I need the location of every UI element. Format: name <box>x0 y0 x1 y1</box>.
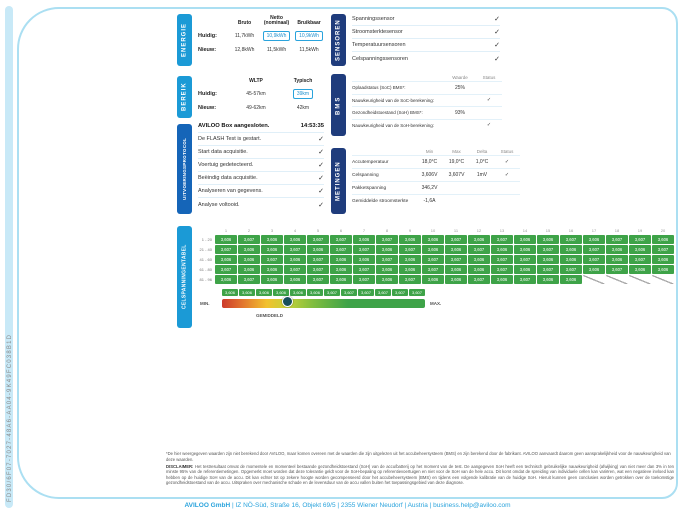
column-number: 13 <box>499 228 505 233</box>
value-cell <box>294 43 324 57</box>
disclaimer-text: Het testresultaat omvat de momentele en momenteel bestaande gezondheidstoestand (SoH) van de accu/batterij op het moment van de test. De aangegeven SoH heeft een technisch gebruikelijke nauwkeurigheid (afwijking) van niet meer dan 3% in ten minste 95% van de referentiemetingen. Opgemerkt moet worden dat deze tolerantie geldt voor de SoH-bepaling op referentievoertuigen en niet voor de SoH van de hele accu. Dit komt omdat de spreiding van individuele cellen kan variëren, wat een negatieve invloed kan hebben op de huidige SoH van de accu. Dit kan echter tot op zekere hoogte worden gecompenseerd door het accubeheersysteem (BMS) en tijdens een volgende kalibratie van de huidige SoH. Hieruit kunnen geen conclusies worden getrokken over de toekomstige gezondheidstoestand van de accu. Uitspraken over mechanische schade en de levensduur van de accu vallen buiten het toepassingsgebied van deze diagnose. <box>166 464 674 486</box>
sensor-name: Stroomsterktesensor <box>352 29 403 35</box>
section-label-bms: BMS <box>331 74 346 136</box>
check-icon: ✓ <box>318 149 324 156</box>
value-cell <box>259 29 294 43</box>
cell-voltage: 3,606 <box>652 265 674 274</box>
cell-voltage: 3,607 <box>307 265 329 274</box>
column-number: 14 <box>522 228 528 233</box>
cell-voltage: 3,607 <box>307 235 329 244</box>
cell-voltage: 3,607 <box>330 235 352 244</box>
check-icon: ✓ <box>494 29 500 36</box>
cell-voltage: 3,606 <box>353 255 375 264</box>
value: 12,8kWh <box>234 47 255 53</box>
cell-voltage: 3,606 <box>422 235 444 244</box>
scale-value: 3,606 <box>256 289 272 296</box>
cell-voltage: 3,606 <box>514 235 536 244</box>
bereik-table <box>198 75 324 115</box>
sensor-row <box>352 13 500 26</box>
legend-max-label: MAX. <box>430 301 442 306</box>
column-number: 10 <box>430 228 436 233</box>
sensor-name: Temperatuursensoren <box>352 42 406 48</box>
value-highlighted: 39km <box>293 89 313 99</box>
document-id: FD30/6F07-7027-48A6-AA04-9K49FC038B1D <box>7 333 13 502</box>
cell-voltage: 3,607 <box>422 265 444 274</box>
legend-scale-row <box>222 289 425 296</box>
value-cell <box>259 43 294 57</box>
cell-empty <box>583 275 605 284</box>
metingen-value: 19,0°C <box>443 155 470 168</box>
row-range-label: 61 - 80 <box>199 267 212 272</box>
cell-voltage: 3,606 <box>583 235 605 244</box>
metingen-value: 3,607V <box>443 168 470 181</box>
metingen-value: 346,2V <box>416 181 443 194</box>
cell-voltage: 3,607 <box>468 275 490 284</box>
cell-voltage: 3,607 <box>652 245 674 254</box>
cell-voltage: 3,606 <box>491 275 513 284</box>
bms-value <box>444 94 476 107</box>
cell-voltage: 3,607 <box>215 245 237 254</box>
legend-average-label: GEMIDDELD <box>256 313 283 318</box>
row-label: Nieuw: <box>198 105 217 111</box>
cell-voltage: 3,607 <box>330 245 352 254</box>
cell-voltage: 3,606 <box>629 265 651 274</box>
cell-voltage: 3,606 <box>330 265 352 274</box>
check-icon: ✓ <box>494 168 520 181</box>
cell-voltage: 3,606 <box>399 265 421 274</box>
column-header: Netto (nominaal) <box>263 14 290 27</box>
cell-voltage: 3,606 <box>215 255 237 264</box>
section-label-celspanningentabel: CELSPANNINGENTABEL <box>177 226 192 328</box>
cell-voltage: 3,607 <box>284 245 306 254</box>
cell-voltage: 3,606 <box>560 275 582 284</box>
column-header: Status <box>482 74 496 80</box>
cell-voltage: 3,606 <box>238 265 260 274</box>
metingen-value <box>494 194 520 207</box>
scale-value: 3,606 <box>290 289 306 296</box>
protocol-row <box>198 133 324 146</box>
cell-voltage: 3,606 <box>606 255 628 264</box>
sensor-name: Spanningssensor <box>352 16 395 22</box>
scale-value: 3,607 <box>392 289 408 296</box>
value-cell <box>230 87 282 101</box>
cell-empty <box>606 275 628 284</box>
check-icon: ✓ <box>318 201 324 209</box>
check-icon: ✓ <box>494 16 500 23</box>
scale-value: 3,607 <box>375 289 391 296</box>
scale-value: 3,606 <box>222 289 238 296</box>
value-cell <box>282 87 324 101</box>
cell-voltage: 3,607 <box>491 255 513 264</box>
cell-voltage: 3,607 <box>353 245 375 254</box>
col-spacer <box>352 73 444 81</box>
column-number: 7 <box>362 228 366 233</box>
cell-voltage: 3,607 <box>399 245 421 254</box>
row-label: Huidig: <box>198 91 217 97</box>
cell-voltage: 3,607 <box>376 255 398 264</box>
cell-voltage: 3,607 <box>491 265 513 274</box>
metingen-value: 1mV <box>470 168 494 181</box>
check-icon: ✓ <box>318 175 324 182</box>
value: 11,7kWh <box>234 33 255 39</box>
footnote: *De hier weergegeven waarden zijn niet berekend door AVILOO, maar komen overeen met de waarden die zijn uitgelezen uit het accubeheersysteem (BMS) en zijn berekend door de fabrikant. AVILOO aanvaardt daarom geen aansprakelijkheid voor de nauwkeurigheid van deze waarden. <box>166 451 671 462</box>
average-marker-icon <box>282 296 293 307</box>
check-icon: ✓ <box>318 136 324 143</box>
check-icon: ✓ <box>494 155 520 168</box>
sensor-row <box>352 52 500 65</box>
check-icon: ✓ <box>476 119 502 132</box>
value-cell <box>230 29 259 43</box>
col-spacer <box>352 147 416 155</box>
cell-voltage: 3,606 <box>537 255 559 264</box>
cell-voltage: 3,606 <box>284 235 306 244</box>
protocol-step: De FLASH Test is gestart. <box>198 136 262 142</box>
sensor-row <box>352 39 500 52</box>
metingen-row-label: Pakketspanning <box>352 181 416 194</box>
scale-value: 3,606 <box>273 289 289 296</box>
cell-voltage: 3,606 <box>215 235 237 244</box>
bms-value <box>444 119 476 132</box>
check-icon: ✓ <box>318 162 324 169</box>
cell-voltage: 3,606 <box>468 265 490 274</box>
value: 11,5kWh <box>266 47 287 53</box>
column-number: 19 <box>637 228 643 233</box>
cell-voltage: 3,606 <box>652 235 674 244</box>
column-header: Bruto <box>237 20 252 27</box>
column-header: Max <box>452 148 461 154</box>
cell-empty <box>629 275 651 284</box>
bms-status-empty <box>476 81 502 94</box>
metingen-value: -1,6A <box>416 194 443 207</box>
value-cell <box>230 101 282 115</box>
cell-voltage: 3,606 <box>353 235 375 244</box>
cell-voltage: 3,607 <box>284 265 306 274</box>
protocol-row <box>198 185 324 198</box>
value: 45-57km <box>246 91 266 97</box>
scale-value: 3,607 <box>324 289 340 296</box>
metingen-value <box>443 194 470 207</box>
column-number: 20 <box>660 228 666 233</box>
section-label-bereik: BEREIK <box>177 76 192 118</box>
cell-voltage: 3,606 <box>376 275 398 284</box>
value: 49-62km <box>246 105 266 111</box>
protocol-row <box>198 146 324 159</box>
cell-voltage: 3,606 <box>537 275 559 284</box>
column-number: 12 <box>476 228 482 233</box>
cell-voltage: 3,607 <box>537 265 559 274</box>
cell-voltage: 3,606 <box>422 275 444 284</box>
sensoren-list <box>352 13 500 65</box>
cell-voltage: 3,607 <box>560 265 582 274</box>
column-number: 18 <box>614 228 620 233</box>
column-number: 4 <box>293 228 297 233</box>
column-number: 16 <box>568 228 574 233</box>
cell-voltage: 3,606 <box>238 245 260 254</box>
protocol-step: AVILOO Box aangesloten. <box>198 123 270 129</box>
value-highlighted: 10,9kWh <box>295 31 323 41</box>
bms-status-empty <box>476 106 502 119</box>
metingen-value: 1,0°C <box>470 155 494 168</box>
column-header: Delta <box>476 148 488 154</box>
bms-value: 25% <box>444 81 476 94</box>
energie-table <box>198 13 324 57</box>
column-number: 15 <box>545 228 551 233</box>
sensor-name: Celspanningssensoren <box>352 55 408 62</box>
voltage-gradient-bar <box>222 299 425 308</box>
cell-voltage: 3,606 <box>261 245 283 254</box>
footer-company: AVILOO GmbH <box>184 502 231 509</box>
cell-voltage: 3,607 <box>537 245 559 254</box>
cell-voltage: 3,606 <box>652 255 674 264</box>
cell-voltage: 3,607 <box>629 255 651 264</box>
cell-voltage: 3,606 <box>468 255 490 264</box>
cell-voltage: 3,606 <box>284 275 306 284</box>
column-number: 11 <box>453 228 459 233</box>
scale-value: 3,607 <box>341 289 357 296</box>
bms-table <box>352 73 502 131</box>
metingen-table <box>352 147 520 207</box>
cell-voltage: 3,606 <box>468 235 490 244</box>
cell-voltage: 3,606 <box>399 255 421 264</box>
footer-info: | IZ NÖ-Süd, Straße 16, Objekt 69/5 | 2355 Wiener Neudorf | Austria | business.help@aviloo.com <box>230 502 511 509</box>
cell-voltage: 3,607 <box>606 235 628 244</box>
cell-voltage: 3,607 <box>422 255 444 264</box>
cell-voltage: 3,607 <box>468 245 490 254</box>
scale-value: 3,607 <box>358 289 374 296</box>
column-number: 1 <box>224 228 228 233</box>
cell-voltage: 3,606 <box>399 235 421 244</box>
protocol-step: Analyseren van gegevens. <box>198 188 263 194</box>
cell-voltage: 3,606 <box>261 235 283 244</box>
protocol-time: 14:53:35 <box>300 123 324 129</box>
row-range-label: 41 - 60 <box>199 257 212 262</box>
cell-voltage: 3,607 <box>353 275 375 284</box>
cell-voltage: 3,606 <box>445 275 467 284</box>
cell-voltage: 3,606 <box>261 265 283 274</box>
column-number: 2 <box>247 228 251 233</box>
metingen-value: 3,606V <box>416 168 443 181</box>
column-number: 6 <box>339 228 343 233</box>
cell-voltage: 3,607 <box>583 245 605 254</box>
cell-voltage: 3,607 <box>215 265 237 274</box>
cell-voltage: 3,606 <box>215 275 237 284</box>
section-label-sensoren: SENSOREN <box>331 14 346 66</box>
value-cell <box>294 29 324 43</box>
bms-row-label: Oplaadstatus (SoC) BMS*: <box>352 81 444 94</box>
column-header: Typisch <box>293 78 313 85</box>
cell-voltage: 3,606 <box>445 245 467 254</box>
row-range-label: 81 - 96 <box>199 277 212 282</box>
disclaimer <box>166 464 674 486</box>
cell-voltage: 3,606 <box>376 265 398 274</box>
bms-row-label: Nauwkeurigheid van de SoH-berekening: <box>352 119 444 132</box>
protocol-row <box>198 198 324 211</box>
metingen-row-label: Gemiddelde stroomsterkte <box>352 194 416 207</box>
cell-voltage: 3,606 <box>629 245 651 254</box>
cell-voltage: 3,606 <box>560 255 582 264</box>
value-cell <box>230 43 259 57</box>
protocol-row <box>198 159 324 172</box>
column-number: 5 <box>316 228 320 233</box>
cell-voltage: 3,607 <box>629 235 651 244</box>
cell-voltage: 3,606 <box>330 255 352 264</box>
scale-value: 3,606 <box>307 289 323 296</box>
protocol-step: Analyse voltooid. <box>198 201 240 208</box>
cell-voltage: 3,606 <box>606 245 628 254</box>
cell-voltage: 3,607 <box>238 275 260 284</box>
protocol-step: Beëindig data acquisitie. <box>198 175 258 181</box>
value: 11,5kWh <box>299 47 319 53</box>
cell-voltage-table <box>198 228 674 284</box>
row-range-label: 1 - 20 <box>201 237 212 242</box>
cell-voltage: 3,607 <box>376 235 398 244</box>
check-icon: ✓ <box>494 42 500 49</box>
metingen-value <box>470 194 494 207</box>
metingen-value <box>494 181 520 194</box>
cell-voltage: 3,606 <box>560 245 582 254</box>
column-number: 9 <box>408 228 412 233</box>
cell-voltage: 3,607 <box>491 235 513 244</box>
cell-voltage: 3,607 <box>560 235 582 244</box>
cell-voltage: 3,607 <box>261 255 283 264</box>
sensor-row <box>352 26 500 39</box>
cell-voltage: 3,607 <box>445 255 467 264</box>
protocol-step: Voertuig gedetecteerd. <box>198 162 254 168</box>
column-header: Bruikbaar <box>297 20 321 27</box>
column-number: 3 <box>270 228 274 233</box>
cell-voltage: 3,606 <box>422 245 444 254</box>
metingen-value <box>470 181 494 194</box>
row-label: Huidig: <box>198 33 217 39</box>
cell-voltage: 3,607 <box>606 265 628 274</box>
voltage-legend <box>198 289 676 331</box>
scale-value: 3,607 <box>409 289 425 296</box>
section-label-energie: ENERGIE <box>177 14 192 66</box>
metingen-value <box>443 181 470 194</box>
value: 42km <box>296 105 310 111</box>
scale-value: 3,606 <box>239 289 255 296</box>
check-icon: ✓ <box>494 55 500 63</box>
cell-voltage: 3,606 <box>583 265 605 274</box>
column-header: WLTP <box>249 78 263 85</box>
cell-voltage: 3,607 <box>307 275 329 284</box>
col-spacer <box>198 75 230 87</box>
cell-voltage: 3,606 <box>537 235 559 244</box>
row-range-label: 21 - 40 <box>199 247 212 252</box>
footer <box>17 502 678 509</box>
cell-voltage: 3,607 <box>238 235 260 244</box>
cell-voltage: 3,606 <box>514 245 536 254</box>
column-header: Status <box>500 148 514 154</box>
cell-voltage: 3,606 <box>307 245 329 254</box>
metingen-row-label: Celspanning <box>352 168 416 181</box>
column-number: 8 <box>385 228 389 233</box>
check-icon: ✓ <box>318 188 324 195</box>
column-header: Min <box>425 148 434 154</box>
bms-row-label: Nauwkeurigheid van de SoC-berekening: <box>352 94 444 107</box>
check-icon: ✓ <box>476 94 502 107</box>
cell-voltage: 3,607 <box>399 275 421 284</box>
cell-voltage: 3,606 <box>491 245 513 254</box>
cell-empty <box>652 275 674 284</box>
cell-voltage: 3,607 <box>307 255 329 264</box>
bms-row-label: Gezondheidstoestand (SoH) BMS*: <box>352 106 444 119</box>
col-spacer <box>198 13 230 29</box>
protocol-step: Start data acquisitie. <box>198 149 248 155</box>
cell-voltage: 3,607 <box>445 235 467 244</box>
cell-voltage: 3,606 <box>238 255 260 264</box>
section-label-metingen: METINGEN <box>331 148 346 214</box>
section-label-uitvoeringsprotocol: UITVOERINGSPROTOCOL <box>177 124 192 214</box>
column-header: Waarde <box>452 74 468 80</box>
corner <box>198 228 214 234</box>
cell-voltage: 3,607 <box>514 255 536 264</box>
protocol-row <box>198 172 324 185</box>
disclaimer-label: DISCLAIMER: <box>166 464 194 469</box>
cell-voltage: 3,607 <box>583 255 605 264</box>
row-label: Nieuw: <box>198 47 217 53</box>
cell-voltage: 3,606 <box>376 245 398 254</box>
value-highlighted: 10,9kWh <box>263 31 291 41</box>
metingen-row-label: Accutemperatuur <box>352 155 416 168</box>
cell-voltage: 3,606 <box>514 265 536 274</box>
column-number: 17 <box>591 228 597 233</box>
legend-min-label: MIN. <box>200 301 210 306</box>
value-cell <box>282 101 324 115</box>
protocol-list <box>198 120 324 211</box>
metingen-value: 18,0°C <box>416 155 443 168</box>
cell-voltage: 3,606 <box>445 265 467 274</box>
cell-voltage: 3,606 <box>261 275 283 284</box>
cell-voltage: 3,606 <box>330 275 352 284</box>
protocol-row <box>198 120 324 133</box>
cell-voltage: 3,607 <box>353 265 375 274</box>
cell-voltage: 3,606 <box>284 255 306 264</box>
bms-value: 93% <box>444 106 476 119</box>
cell-voltage: 3,607 <box>514 275 536 284</box>
